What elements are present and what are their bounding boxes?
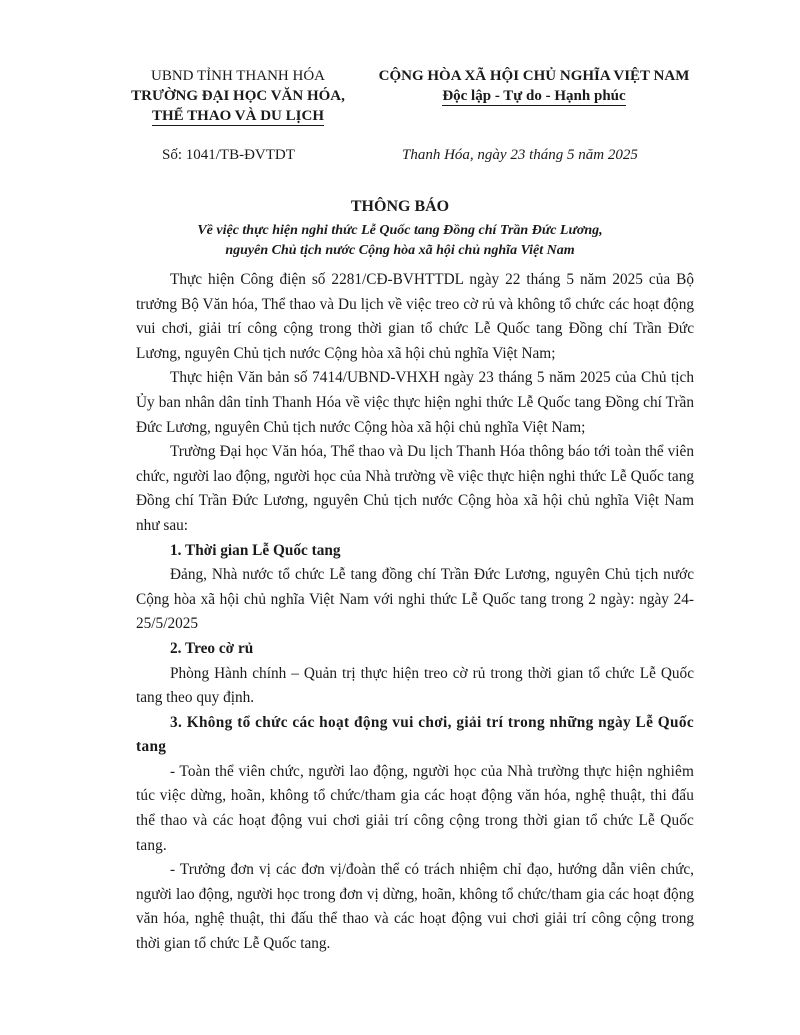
issuing-agency-block [108,66,368,126]
document-title: THÔNG BÁO [350,198,450,215]
agency-name-line2: THỂ THAO VÀ DU LỊCH [152,108,324,124]
paragraph-flag: Phòng Hành chính – Quản trị thực hiện treo cờ rủ trong thời gian tổ chức Lễ Quốc tang theo quy định. [136,664,694,707]
document-body [136,268,694,957]
document-date: Thanh Hóa, ngày 23 tháng 5 năm 2025 [402,147,638,163]
national-title: CỘNG HÒA XÃ HỘI CHỦ NGHĨA VIỆT NAM [378,68,690,84]
section-heading-3: 3. Không tổ chức các hoạt động vui chơi, giải trí trong những ngày Lễ Quốc tang [136,713,694,756]
paragraph-funeral-time: Đảng, Nhà nước tổ chức Lễ tang đồng chí Trần Đức Lương, nguyên Chủ tịch nước Cộng hòa xã hội chủ nghĩa Việt Nam với nghi thức Lễ Quốc tang trong 2 ngày: ngày 24-25/5/2025 [136,566,694,633]
paragraph-staff-instructions: - Toàn thể viên chức, người lao động, người học của Nhà trường thực hiện nghiêm túc việc dừng, hoãn, không tổ chức/tham gia các hoạt động văn hóa, nghệ thuật, thi đấu thể thao và các hoạt động vui chơi giải trí công cộng trong thời gian tổ chức Lễ Quốc tang. [136,762,694,854]
subtitle-line2: nguyên Chủ tịch nước Cộng hòa xã hội chủ nghĩa Việt Nam [225,243,575,258]
national-motto: Độc lập - Tự do - Hạnh phúc [442,88,626,104]
paragraph-announcement: Trường Đại học Văn hóa, Thể thao và Du lịch Thanh Hóa thông báo tới toàn thể viên chức, người lao động, người học của Nhà trường về việc thực hiện nghi thức Lễ Quốc tang Đồng chí Trần Đức Lương, nguyên Chủ tịch nước Cộng hòa xã hội chủ nghĩa Việt Nam như sau: [136,443,694,534]
section-heading-1: 1. Thời gian Lễ Quốc tang [170,541,341,559]
section-heading-2: 2. Treo cờ rủ [170,639,254,657]
document-number: Số: 1041/TB-ĐVTDT [162,147,295,163]
paragraph-basis-1: Thực hiện Công điện số 2281/CĐ-BVHTTDL ngày 22 tháng 5 năm 2025 của Bộ trưởng Bộ Văn hóa, Thể thao và Du lịch về việc treo cờ rủ và không tổ chức các hoạt động vui chơi, giải trí công cộng trong thời gian tổ chức Lễ Quốc tang Đồng chí Trần Đức Lương, nguyên Chủ tịch nước Cộng hòa xã hội chủ nghĩa Việt Nam; [136,271,694,362]
paragraph-unit-heads: - Trưởng đơn vị các đơn vị/đoàn thể có trách nhiệm chỉ đạo, hướng dẫn viên chức, người lao động, người học trong đơn vị dừng, hoãn, không tổ chức/tham gia các hoạt động văn hóa, nghệ thuật, thi đấu thể thao và các hoạt động vui chơi giải trí công cộng trong thời gian tổ chức Lễ Quốc tang. [136,861,694,953]
document-subtitle [0,221,800,261]
national-title-block [370,66,698,106]
parent-agency: UBND TỈNH THANH HÓA [150,68,326,84]
paragraph-basis-2: Thực hiện Văn bản số 7414/UBND-VHXH ngày 23 tháng 5 năm 2025 của Chủ tịch Ủy ban nhân dân tỉnh Thanh Hóa về việc thực hiện nghi thức Lễ Quốc tang Đồng chí Trần Đức Lương, nguyên Chủ tịch nước Cộng hòa xã hội chủ nghĩa Việt Nam; [136,369,694,436]
agency-name-line1: TRƯỜNG ĐẠI HỌC VĂN HÓA, [131,88,345,104]
subtitle-line1: Về việc thực hiện nghi thức Lễ Quốc tang Đồng chí Trần Đức Lương, [197,223,603,238]
